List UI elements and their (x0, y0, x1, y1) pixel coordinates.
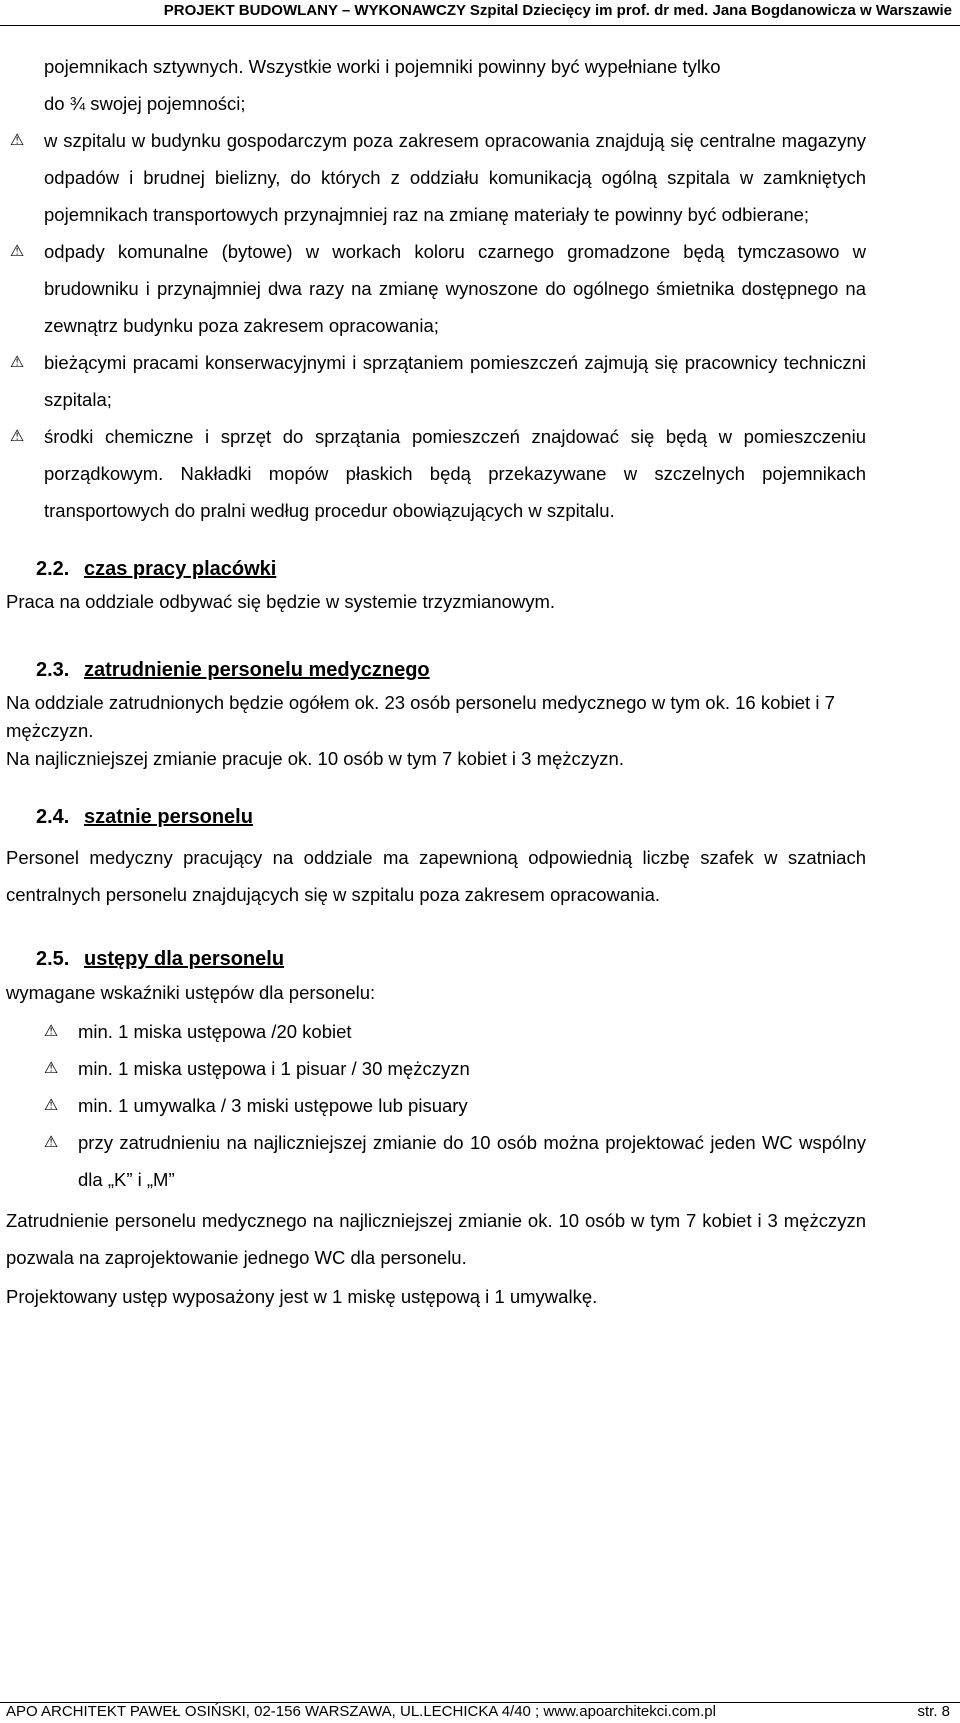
section-heading-2-3 (6, 656, 866, 684)
section-intro: wymagane wskaźniki ustępów dla personelu: (6, 982, 376, 1003)
continuation-text-1: pojemnikach sztywnych. Wszystkie worki i pojemniki powinny być wypełniane tylko (44, 56, 721, 77)
continuation-line (6, 48, 866, 85)
warning-bullet-icon: ⚠ (9, 428, 25, 445)
list-item-text: środki chemiczne i sprzęt do sprzątania pomieszczeń znajdować się będą w pomieszczeniu porządkowym. Nakładki mopów płaskich będą przekazywane w szczelnych pojemnikach transportowych do pralni według procedur obowiązujących w szpitalu. (44, 426, 866, 521)
warning-bullet-icon: ⚠ (9, 132, 25, 149)
list-item-text: min. 1 miska ustępowa i 1 pisuar / 30 mężczyzn (78, 1058, 470, 1079)
warning-bullet-icon: ⚠ (43, 1023, 59, 1040)
section-title: zatrudnienie personelu medycznego (84, 659, 430, 681)
footer-company: APO ARCHITEKT PAWEŁ OSIŃSKI, 02-156 WARSZAWA, UL.LECHICKA 4/40 ; www.apoarchitekci.com.pl (6, 1703, 716, 1720)
warning-bullet-icon: ⚠ (43, 1134, 59, 1151)
header-divider (0, 25, 960, 26)
list-item-text: przy zatrudnieniu na najliczniejszej zmianie do 10 osób można projektować jeden WC wspólny dla „K” i „M” (78, 1132, 866, 1190)
section-title: czas pracy placówki (84, 558, 277, 580)
section-title: szatnie personelu (84, 806, 253, 828)
warning-bullet-icon: ⚠ (9, 243, 25, 260)
list-item (6, 1013, 866, 1050)
bullet-list-toilets (6, 1013, 866, 1198)
page-number: str. 8 (917, 1703, 950, 1720)
list-item-text: w szpitalu w budynku gospodarczym poza zakresem opracowania znajdują się centralne magazyny odpadów i brudnej bielizny, do których z oddziału komunikacją ogólną szpitala w zamkniętych pojemnikach transportowych przynajmniej raz na zmianę materiały te powinny być odbierane; (44, 130, 866, 225)
section-heading-2-2 (6, 555, 866, 583)
section-text: Praca na oddziale odbywać się będzie w systemie trzyzmianowym. (6, 591, 556, 612)
warning-bullet-icon: ⚠ (43, 1060, 59, 1077)
list-item (6, 122, 866, 233)
list-item (6, 233, 866, 344)
section-paragraph: Zatrudnienie personelu medycznego na najliczniejszej zmianie ok. 10 osób w tym 7 kobiet i 3 mężczyzn pozwala na zaprojektowanie jednego WC dla personelu. (6, 1210, 866, 1268)
section-text: Na oddziale zatrudnionych będzie ogółem ok. 23 osób personelu medycznego w tym ok. 16 kobiet i 7 mężczyzn. (6, 692, 835, 741)
section-title: ustępy dla personelu (84, 948, 285, 970)
continuation-text-2: do ¾ swojej pojemności; (44, 93, 246, 114)
section-number: 2.4. (36, 806, 70, 828)
section-number: 2.3. (36, 659, 70, 681)
list-item (6, 344, 866, 418)
section-heading-2-5 (6, 945, 866, 973)
list-item-text: min. 1 miska ustępowa /20 kobiet (78, 1021, 352, 1042)
continuation-line (6, 85, 866, 122)
warning-bullet-icon: ⚠ (43, 1097, 59, 1114)
section-number: 2.2. (36, 558, 70, 580)
bullet-list-top (6, 48, 866, 529)
section-heading-2-4 (6, 803, 866, 831)
document-body (6, 48, 866, 1315)
warning-bullet-icon: ⚠ (9, 354, 25, 371)
list-item-text: min. 1 umywalka / 3 miski ustępowe lub pisuary (78, 1095, 468, 1116)
list-item (6, 418, 866, 529)
list-item (6, 1124, 866, 1198)
list-item (6, 1050, 866, 1087)
list-item (6, 1087, 866, 1124)
section-text: Na najliczniejszej zmianie pracuje ok. 10 osób w tym 7 kobiet i 3 mężczyzn. (6, 748, 624, 769)
page-header: PROJEKT BUDOWLANY – WYKONAWCZY Szpital Dziecięcy im prof. dr med. Jana Bogdanowicza w Warszawie (163, 2, 952, 19)
section-number: 2.5. (36, 948, 70, 970)
list-item-text: bieżącymi pracami konserwacyjnymi i sprzątaniem pomieszczeń zajmują się pracownicy techniczni szpitala; (44, 352, 866, 410)
list-item-text: odpady komunalne (bytowe) w workach koloru czarnego gromadzone będą tymczasowo w brudowniku i przynajmniej dwa razy na zmianę wynoszone do ogólnego śmietnika dostępnego na zewnątrz budynku poza zakresem opracowania; (44, 241, 866, 336)
section-text: Personel medyczny pracujący na oddziale ma zapewnioną odpowiednią liczbę szafek w szatniach centralnych personelu znajdujących się w szpitalu poza zakresem opracowania. (6, 847, 866, 905)
section-paragraph: Projektowany ustęp wyposażony jest w 1 miskę ustępową i 1 umywalkę. (6, 1286, 598, 1307)
